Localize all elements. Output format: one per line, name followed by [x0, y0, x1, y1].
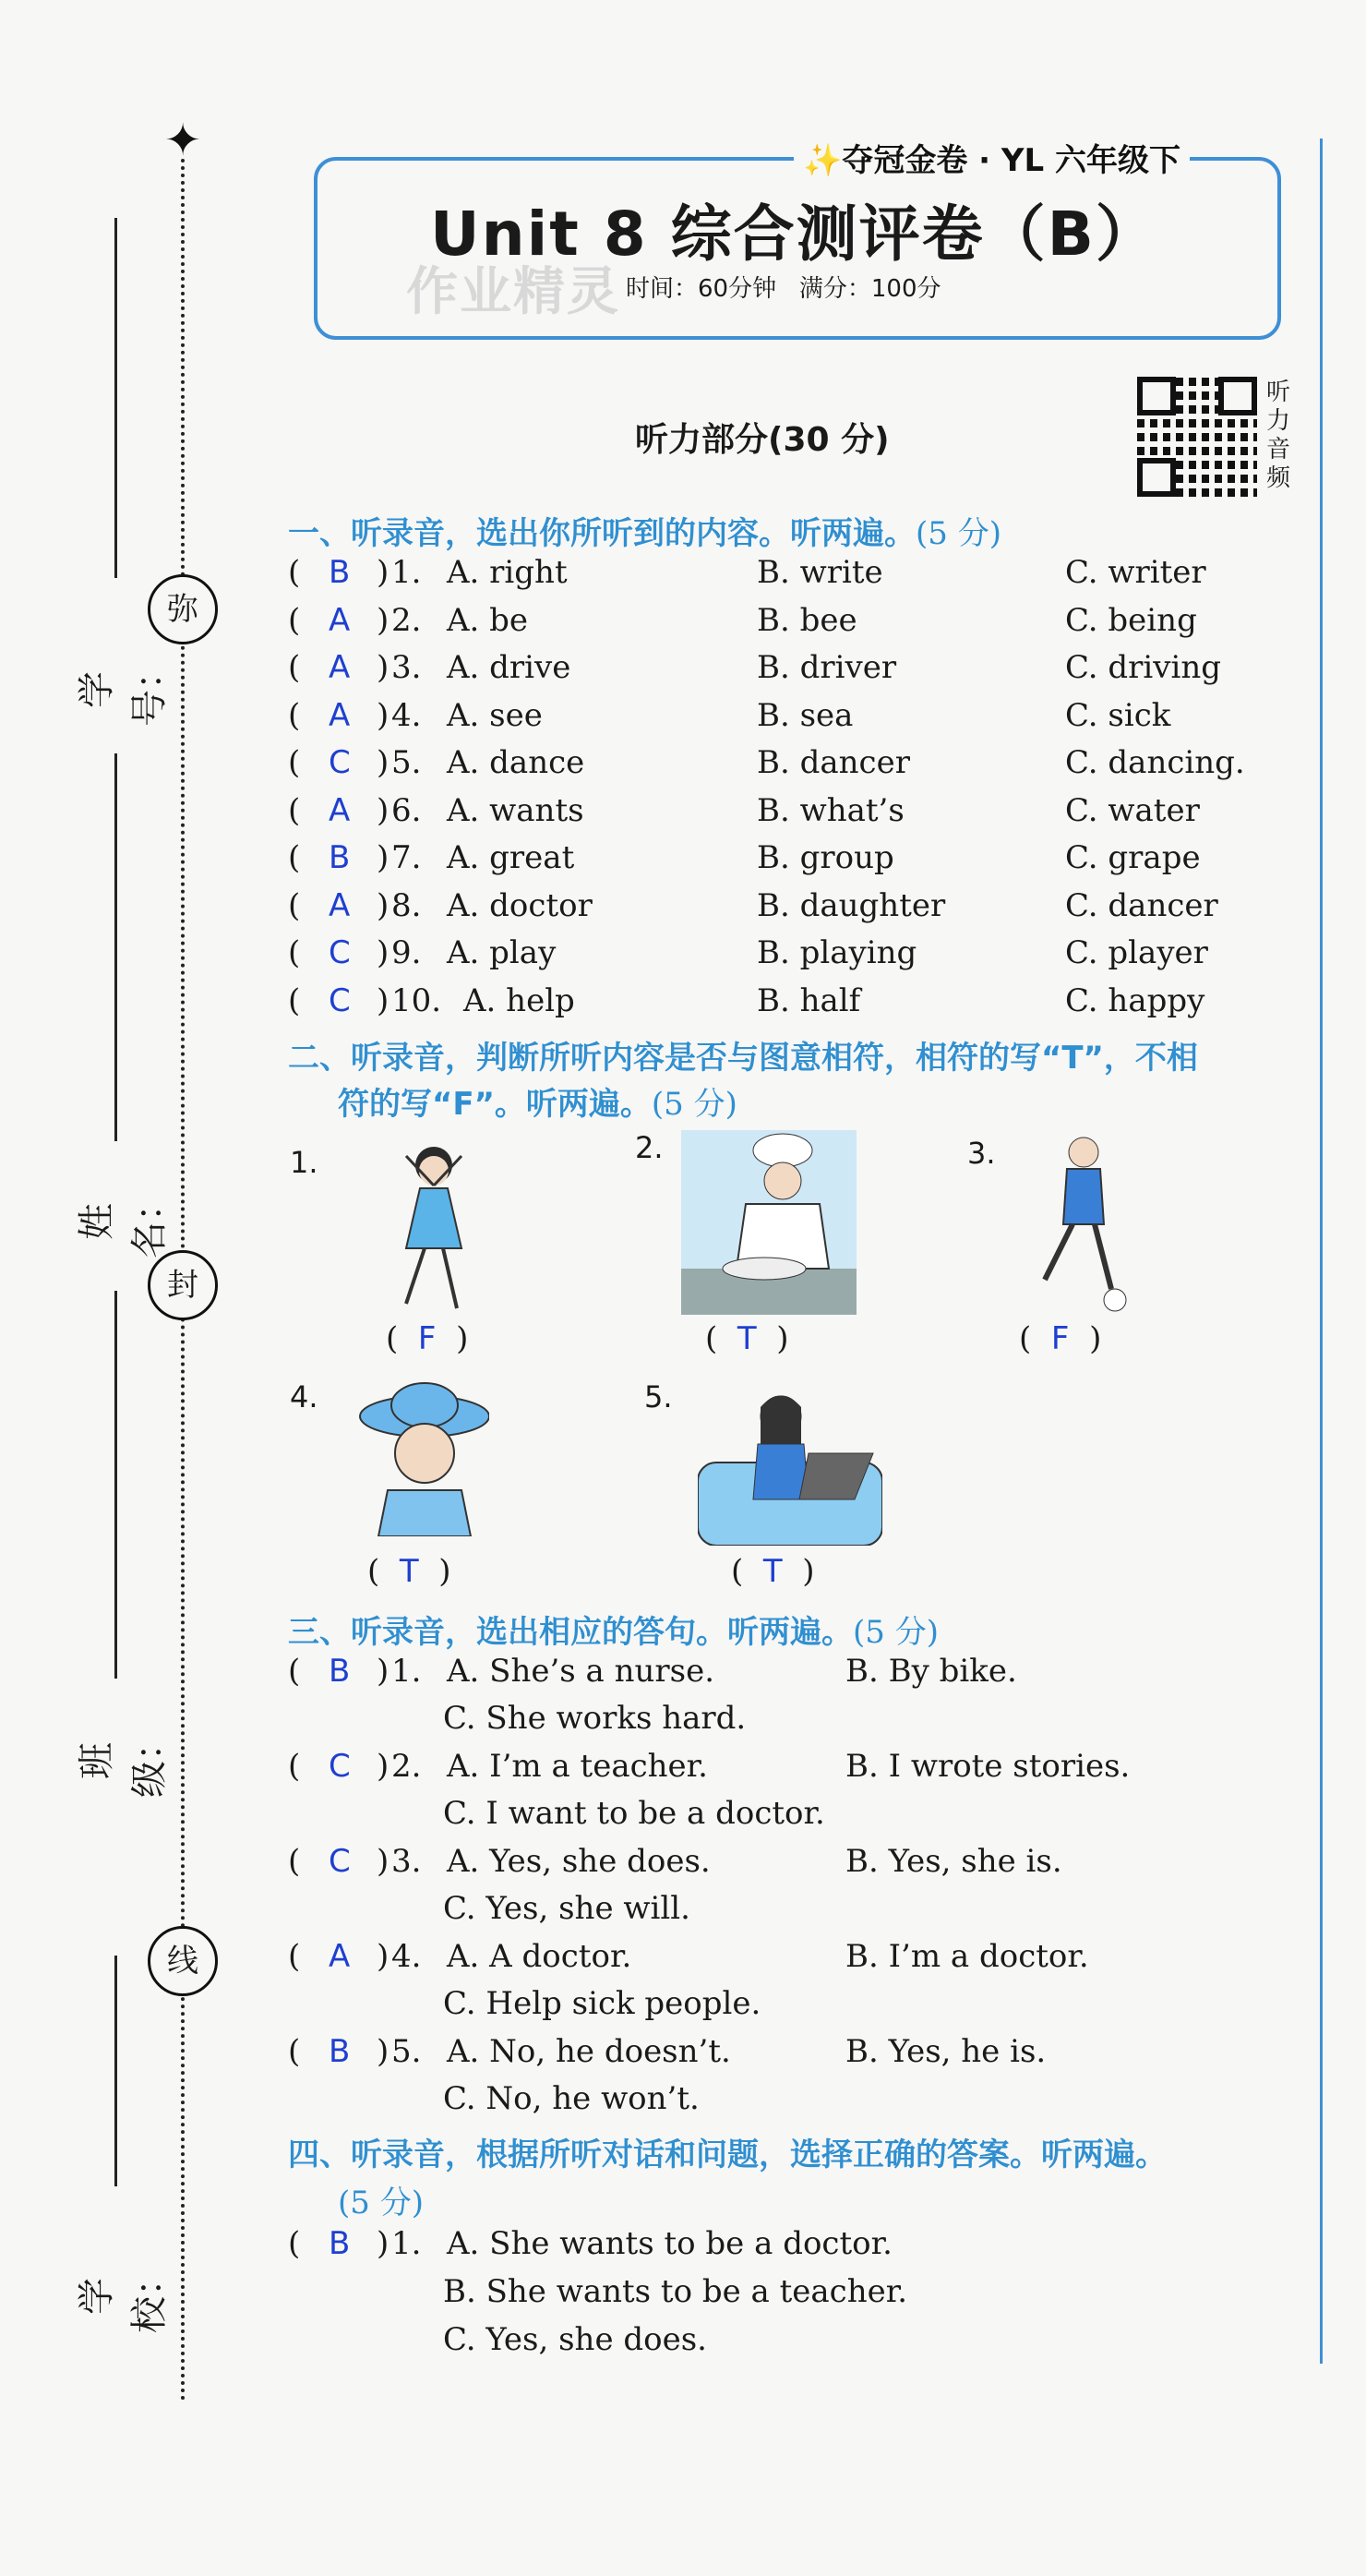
- option-a: A. great: [447, 839, 575, 876]
- question-number: 2.: [391, 601, 422, 639]
- picture-4-number: 4.: [290, 1379, 318, 1414]
- section-1-heading: 一、听录音，选出你所听到的内容。听两遍。: [288, 515, 916, 552]
- option-c: C. I want to be a doctor.: [443, 1795, 825, 1832]
- question-number: 9.: [391, 934, 422, 971]
- paren-close: ): [377, 1748, 389, 1785]
- question-number: 4.: [391, 696, 422, 734]
- paren-open: (: [288, 696, 301, 734]
- name-label: 姓名：: [76, 1185, 171, 1258]
- answer: C: [329, 744, 351, 781]
- option-b: B. playing: [757, 934, 917, 971]
- option-c: C. No, he won’t.: [443, 2080, 700, 2117]
- question-number: 2.: [391, 1748, 422, 1785]
- picture-1-number: 1.: [290, 1145, 318, 1180]
- question-number: 6.: [391, 791, 422, 829]
- time-info: 时间：60分钟: [626, 275, 777, 303]
- question-number: 10.: [391, 981, 442, 1019]
- name-line: [114, 753, 117, 1141]
- seal-circle-3: 线: [148, 1926, 218, 1996]
- option-c: C. Yes, she does.: [443, 2321, 707, 2358]
- section-3-heading: 三、听录音，选出相应的答句。听两遍。: [288, 1614, 853, 1651]
- question-number: 1.: [391, 554, 422, 591]
- picture-3-number: 3.: [967, 1136, 996, 1171]
- student-no-label: 学号：: [76, 653, 171, 727]
- option-b: B. sea: [757, 696, 854, 734]
- option-c: C. player: [1065, 934, 1208, 971]
- option-a: A. Yes, she does.: [447, 1843, 711, 1880]
- paren-open: (: [288, 1938, 301, 1975]
- option-c: C. driving: [1065, 649, 1222, 686]
- paren-close: ): [377, 839, 389, 876]
- football-boy-picture: [1026, 1132, 1137, 1317]
- answer: B: [329, 554, 351, 591]
- score-info: 满分：100分: [798, 275, 941, 303]
- question-number: 1.: [391, 2225, 422, 2262]
- section-2-points: (5 分): [651, 1086, 737, 1123]
- option-a: A. be: [447, 601, 529, 639]
- paren-close: ): [377, 649, 389, 686]
- option-a: A. play: [447, 934, 557, 971]
- option-c: C. dancer: [1065, 886, 1218, 924]
- option-a: A. doctor: [447, 886, 593, 924]
- option-c: C. happy: [1065, 981, 1205, 1019]
- option-b: B. what’s: [757, 791, 905, 829]
- picture-2-number: 2.: [635, 1130, 664, 1165]
- paren-open: (: [288, 2033, 301, 2070]
- right-margin-line: [1320, 138, 1323, 2364]
- option-c: C. She works hard.: [443, 1700, 747, 1737]
- option-b: B. Yes, he is.: [845, 2033, 1047, 2070]
- answer: A: [329, 1938, 351, 1975]
- laptop-woman-picture: [698, 1389, 882, 1546]
- question-number: 1.: [391, 1653, 422, 1690]
- class-label: 班级：: [76, 1724, 171, 1798]
- class-line: [114, 1291, 117, 1679]
- answer: C: [329, 1843, 351, 1880]
- section-1-points: (5 分): [916, 515, 1001, 552]
- answer: T: [762, 1553, 783, 1590]
- section-1-title: [288, 508, 1001, 553]
- question-number: 3.: [391, 1843, 422, 1880]
- option-b: B. I’m a doctor.: [845, 1938, 1089, 1975]
- paren-open: (: [288, 744, 301, 781]
- option-b: B. She wants to be a teacher.: [443, 2273, 908, 2310]
- option-b: B. By bike.: [845, 1653, 1017, 1690]
- question-number: 5.: [391, 744, 422, 781]
- answer: B: [329, 2033, 351, 2070]
- answer: F: [1050, 1320, 1070, 1357]
- picture-2-answer: ( T ): [705, 1320, 789, 1357]
- paren-close: ): [377, 554, 389, 591]
- option-c: C. water: [1065, 791, 1200, 829]
- paren-close: ): [377, 886, 389, 924]
- option-a: A. A doctor.: [447, 1938, 632, 1975]
- farmer-picture: [351, 1379, 489, 1536]
- paren-close: ): [377, 791, 389, 829]
- brand-text: 夺冠金卷 · YL 六年级下: [842, 142, 1181, 179]
- option-c: C. Help sick people.: [443, 1985, 761, 2022]
- section-4-title: 四、听录音，根据所听对话和问题，选择正确的答案。听两遍。: [288, 2137, 1167, 2173]
- school-line: [114, 1956, 117, 2186]
- paren-open: (: [288, 839, 301, 876]
- section-4-points: [338, 2177, 424, 2222]
- option-a: A. drive: [447, 649, 571, 686]
- option-b: B. Yes, she is.: [845, 1843, 1062, 1880]
- option-b: B. half: [757, 981, 861, 1019]
- brand-label: [794, 135, 1190, 180]
- paren-open: (: [288, 601, 301, 639]
- paren-close: ): [377, 1653, 389, 1690]
- option-c: C. writer: [1065, 554, 1206, 591]
- question-number: 7.: [391, 839, 422, 876]
- paren-open: (: [288, 1748, 301, 1785]
- option-a: A. right: [447, 554, 568, 591]
- option-c: C. sick: [1065, 696, 1171, 734]
- picture-5-answer: ( T ): [731, 1553, 815, 1590]
- student-no-line: [114, 218, 117, 578]
- option-b: B. bee: [757, 601, 857, 639]
- option-b: B. dancer: [757, 744, 910, 781]
- star-icon: ✦: [164, 114, 202, 166]
- option-b: B. group: [757, 839, 894, 876]
- section-2-title-line1: 二、听录音，判断所听内容是否与图意相符，相符的写“T”，不相: [288, 1040, 1198, 1077]
- chef-picture: [681, 1130, 857, 1315]
- paren-close: ): [377, 601, 389, 639]
- section-2-heading-2: 符的写“F”。听两遍。: [338, 1086, 652, 1123]
- answer: A: [329, 791, 351, 829]
- option-b: B. write: [757, 554, 883, 591]
- paren-open: (: [288, 791, 301, 829]
- answer: A: [329, 601, 351, 639]
- exam-meta: [626, 270, 941, 304]
- answer: A: [329, 649, 351, 686]
- paren-open: (: [288, 554, 301, 591]
- answer: C: [329, 1748, 351, 1785]
- qr-code-icon[interactable]: [1137, 377, 1257, 497]
- paren-close: ): [377, 744, 389, 781]
- paren-close: ): [377, 934, 389, 971]
- option-a: A. dance: [447, 744, 585, 781]
- option-a: A. No, he doesn’t.: [447, 2033, 731, 2070]
- option-a: A. help: [463, 981, 575, 1019]
- paren-close: ): [377, 981, 389, 1019]
- answer: A: [329, 696, 351, 734]
- picture-3-answer: ( F ): [1019, 1320, 1102, 1357]
- picture-5-number: 5.: [644, 1379, 673, 1414]
- paren-close: ): [377, 2225, 389, 2262]
- option-c: C. Yes, she will.: [443, 1890, 690, 1927]
- option-a: A. see: [447, 696, 543, 734]
- paren-open: (: [288, 886, 301, 924]
- section-4-points-text: (5 分): [338, 2185, 424, 2221]
- qr-label: 听力音频: [1266, 379, 1291, 492]
- option-b: B. daughter: [757, 886, 946, 924]
- answer: F: [417, 1320, 437, 1357]
- question-number: 8.: [391, 886, 422, 924]
- paren-close: ): [377, 1843, 389, 1880]
- question-number: 5.: [391, 2033, 422, 2070]
- paren-open: (: [288, 2225, 301, 2262]
- answer: C: [329, 934, 351, 971]
- paren-open: (: [288, 1653, 301, 1690]
- paren-close: ): [377, 2033, 389, 2070]
- option-c: C. being: [1065, 601, 1197, 639]
- question-number: 3.: [391, 649, 422, 686]
- answer: T: [737, 1320, 757, 1357]
- answer: B: [329, 1653, 351, 1690]
- section-2-title-line2: [338, 1078, 737, 1124]
- option-b: B. I wrote stories.: [845, 1748, 1131, 1785]
- picture-4-answer: ( T ): [367, 1553, 451, 1590]
- seal-circle-2: 封: [148, 1250, 218, 1320]
- option-a: A. I’m a teacher.: [447, 1748, 708, 1785]
- paren-open: (: [288, 934, 301, 971]
- paren-close: ): [377, 1938, 389, 1975]
- part-title: 听力部分(30 分): [635, 421, 890, 459]
- ballet-girl-picture: [369, 1138, 498, 1322]
- question-number: 4.: [391, 1938, 422, 1975]
- page-title: Unit 8 综合测评卷（B）: [430, 199, 1158, 270]
- section-3-points: (5 分): [853, 1614, 939, 1651]
- paren-open: (: [288, 981, 301, 1019]
- paren-open: (: [288, 649, 301, 686]
- option-c: C. grape: [1065, 839, 1201, 876]
- option-a: A. wants: [447, 791, 584, 829]
- picture-1-answer: ( F ): [386, 1320, 469, 1357]
- paren-open: (: [288, 1843, 301, 1880]
- section-3-title: [288, 1607, 939, 1652]
- paren-close: ): [377, 696, 389, 734]
- option-c: C. dancing.: [1065, 744, 1245, 781]
- option-a: A. She’s a nurse.: [447, 1653, 715, 1690]
- answer: T: [399, 1553, 419, 1590]
- option-a: A. She wants to be a doctor.: [447, 2225, 893, 2262]
- answer: B: [329, 2225, 351, 2262]
- school-label: 学校：: [76, 2259, 171, 2333]
- answer: B: [329, 839, 351, 876]
- answer: A: [329, 886, 351, 924]
- seal-circle-1: 弥: [148, 574, 218, 644]
- option-b: B. driver: [757, 649, 897, 686]
- watermark: 作业精灵: [406, 262, 620, 322]
- answer: C: [329, 981, 351, 1019]
- sparkle-icon: ✨: [803, 142, 843, 179]
